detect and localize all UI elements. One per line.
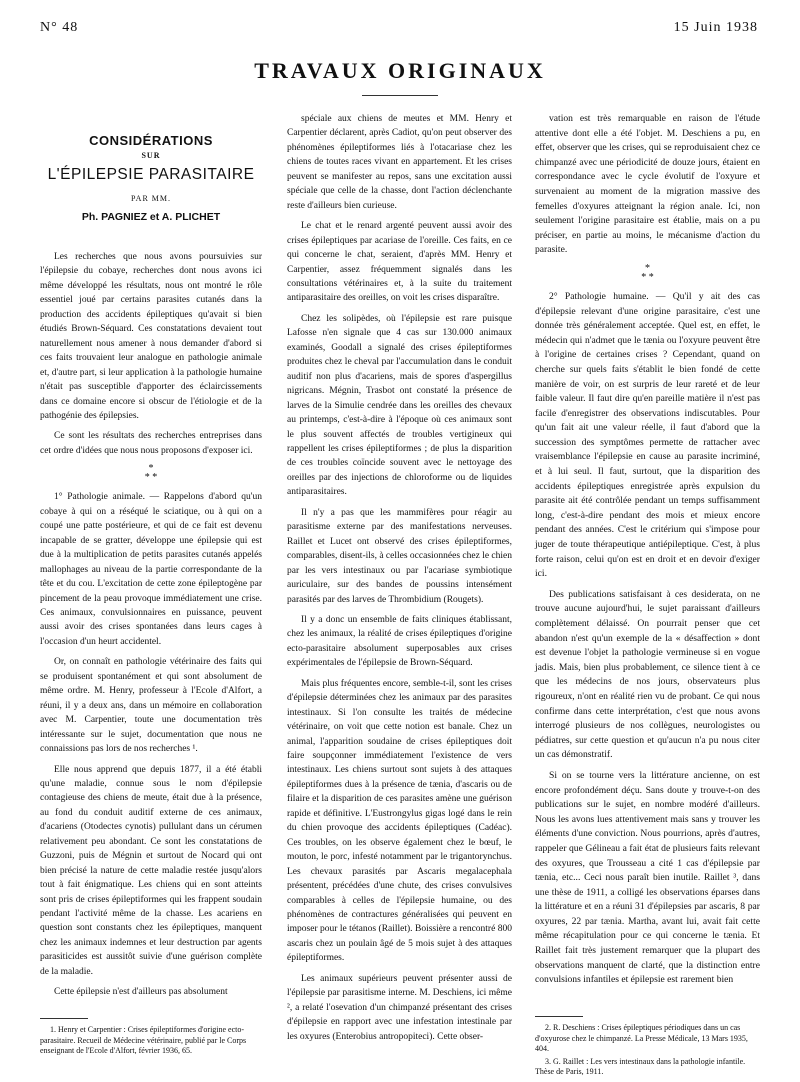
issue-date: 15 Juin 1938 [673, 20, 758, 35]
issue-number: N° 48 [40, 20, 79, 35]
paragraph: spéciale aux chiens de meutes et MM. Henry et Carpentier déclarent, après Cadiot, qu'on peut observer des phénomènes épileptiformes liés à l'otacariase chez les chiens de toutes races vivant en appartement. Et les crises peuvent se manifester au repos, sans une excitation aussi spéciale que celle de la chasse, dont l'action déclenchante reste d'ailleurs bien curieuse. [287, 114, 512, 211]
article-title-line2: L'ÉPILEPSIE PARASITAIRE [47, 166, 255, 183]
paragraph: Les animaux supérieurs peuvent présenter aussi de l'épilepsie par parasitisme interne. M. Deschiens, ici même ², a relaté l'osevation d'un chimpanzé présentant des crises d'épilepsie en rapport avec une infestation intestinale par les oxyures (Enterobius antropopiteci). Cette obser- [287, 973, 512, 1042]
footnotes-column-3 [535, 1008, 760, 1080]
column-1 [40, 250, 262, 1006]
article-par: PAR MM. [130, 194, 172, 203]
paragraph: Elle nous apprend que depuis 1877, il a été établi qu'une maladie, connue sous le nom d'épilepsie contagieuse des chiens de meute, était due à la présence, au fond du conduit auditif externe de ces animaux, d'acariens (Otodectes cynotis) pullulant dans un cérumen relativement peu abondant. Ce sont les constatations de Guzzoni, puis de Mégnin et surtout de Nocard qui ont bien précisé la nature de cette maladie restée jusqu'alors tout à fait énigmatique. Les chiens qui en sont atteints sont pris de crises épileptiformes qui les frappent soudain pendant l'activité même de la chasse. Les acariens en question sont constants chez les épileptiques, manquent chez les animaux indemnes et leur destruction par agents parasiticides est aussitôt suivie d'une guérison complète de la maladie. [40, 764, 262, 977]
paragraph: Or, on connaît en pathologie vétérinaire des faits qui se produisent spontanément et qui sont absolument de même ordre. M. Henry, professeur à l'Ecole d'Alfort, a réuni, il y a deux ans, dans un mémoire en collaboration avec M. Carpentier, toute une documentation très intéressante sur le sujet, documentation que nous ne connaissions pas lors de nos recherches ¹. [40, 657, 262, 755]
paragraph: Mais plus fréquentes encore, semble-t-il, sont les crises d'épilepsie déterminées chez les animaux par des parasites intestinaux. Si l'on consulte les traités de médecine vétérinaire, on voit que cette notion est banale. Chez un animal, l'apparition soudaine de crises épileptiques doit faire soupçonner immédiatement l'existence de vers intestinaux. Les chiens surtout sont sujets à des attaques épileptiformes dues à la présence de tænia, d'ascaris ou de filaire et la disparition de ces parasites amène une guérison rapide et définitive. L'Eustrongylus gigas logé dans le rein du chien provoque des accidents épileptiques (Cadéac). Ces troubles, on les observe également chez le bœuf, le mouton, le porc, infesté notamment par le trigantorynchus. Les chevaux parasités par Ascaris megalacephala présentent, précédées d'une chute, des crises convulsives comparables à celles de l'épilepsie humaine, ou des phénomènes de contractures généralisées qui peuvent en imposer pour le tétanos (Raillet). Boissière a rencontré 800 ascaris chez un poulain âgé de 5 mois sujet à des attaques épileptiformes. [287, 678, 512, 964]
footnote-rule [535, 1016, 583, 1017]
paragraph: Les recherches que nous avons poursuivies sur l'épilepsie du cobaye, recherches dont nous avons ici même développé les résultats, nous ont montré le rôle essentiel joué par certains parasites cutanés dans la production des accidents épileptiques qu'avait si bien étudiés Brown-Séquard. Ces constatations devaient tout naturellement nous amener à nous demander d'abord si ces faits trouvaient leur analogue en pathologie animale et, d'autre part, si leur application à la pathologie humaine n'était pas susceptible d'apporter des éclaircissements dans ce domaine encore si obscur de l'étiologie et de la pathogénie des épilepsies. [40, 252, 262, 421]
footnote: 3. G. Raillet : Les vers intestinaux dans la pathologie infantile. Thèse de Paris, 1911. [535, 1056, 746, 1076]
section-separator: * * * [144, 463, 158, 484]
footnote: 2. R. Deschiens : Crises épileptiques périodiques dans un cas d'oxyurose chez le chimpanzé. La Presse Médicale, 13 Mars 1935, 404. [535, 1023, 748, 1053]
paragraph: vation est très remarquable en raison de l'étude attentive dont elle a été l'objet. M. Deschiens a pu, en effet, observer que les crises, qui se reproduisaient chez ce chimpanzé avec une périodicité de douze jours, étaient en correspondance avec le cycle évolutif de l'oxyure et survenaient au moment de la migration massive des femelles d'oxyures atteignant la région anale. Ici, non seulement l'origine parasitaire est établie, mais on a pu préciser, en partie au moins, le mécanisme d'action du parasite. [535, 113, 760, 256]
paragraph: Il n'y a pas que les mammifères pour réagir au parasitisme externe par des manifestations nerveuses. Raillet et Lucet ont observé des crises épileptiformes, comparables, disent-ils, à celles occasionnées chez le chien par les vers intestinaux ou par l'acariase symbiotique auriculaire, sur des bandes de poussins intensément parasités par des larves de Thrombidium (Rougets). [287, 507, 512, 605]
article-title-sur: SUR [141, 151, 161, 160]
paragraph: Des publications satisfaisant à ces desiderata, on ne trouve aucune aujourd'hui, le sujet paraissant d'ailleurs complètement délaissé. On pourrait penser que cet abandon n'est qu'un exemple de la « désaffection » dont est devenue l'objet la pathologie vermineuse si en vogue jadis. Mais, bien plus probablement, ce silence tient à ce que les médecins de nos jours, observateurs plus rigoureux, n'ont en réalité rien vu de probant. Ce qui nous confirme dans cette interprétation, c'est que nous avons interrogé plusieurs de nos collègues, neurologistes ou pédiatres, sur cette question et qu'aucun n'a pu nous citer un cas démonstratif. [535, 588, 760, 761]
article-title-line1: CONSIDÉRATIONS [89, 133, 213, 148]
paragraph: Si on se tourne vers la littérature ancienne, on est encore profondément déçu. Sans doute y trouve-t-on des publications sur le sujet, en nombre modéré d'ailleurs. Nous les avons lues attentivement mais sans y trouver les éléments d'une conviction. Nous pourrions, après d'autres, rappeler que Gélineau a fait état de plusieurs faits relevant des oxyures, que Trousseau a cité 1 cas d'épilepsie par tænia, etc... Ceci nous paraît bien inutile. Raillet ³, dans une thèse de 1911, a colligé les observations éparses dans la littérature et en a réuni 31 d'épilepsies par ascaris, 8 par oxyures, 22 par tænia. Martha, avant lui, avait fait cette même récapitulation pour ce qui concerne le tænia. Et Raillet fait très justement remarquer que la plupart des observations manquent de clarté, que la distinction entre convulsions infantiles et épilepsie est rarement bien [535, 769, 760, 986]
paragraph: 2° Pathologie humaine. — Qu'il y ait des cas d'épilepsie relevant d'une origine parasitaire, c'est une donnée très généralement acceptée. Quel est, en effet, le médecin qui n'admet que le tænia ou l'oxyure peuvent être à l'origine de certaines crises ? Cependant, quand on cherche sur quels faits s'établit le bien fondé de cette manière de voir, on est surpris de leur rareté et de leur faible valeur. Il faut dire qu'en pareille matière il n'est pas facile d'enregistrer des observations indiscutables. Pour qu'un fait ait une valeur réelle, il faut d'abord que la succession des symptômes permette de rattacher avec vraisemblance l'épilepsie en cause au parasite incriminé, et à lui seul. Il faut, surtout, que la disparition des accidents épileptiques enregistrée après expulsion du parasite ait été contrôlée pendant un temps suffisamment long, c'est-à-dire pendant des mois et mieux encore pendant des années. C'est le critérium qui s'impose pour juger de toute thérapeutique antiépileptique. C'est, à plus forte raison, celui qu'on est en droit et en devoir d'exiger ici. [535, 290, 760, 580]
section-title: TRAVAUX ORIGINAUX [254, 58, 546, 83]
footnotes-column-1 [40, 1010, 262, 1059]
article-heading [40, 133, 262, 223]
paragraph: 1° Pathologie animale. — Rappelons d'abord qu'un cobaye à qui on a réséqué le sciatique, ou à qui on a coupé une patte postérieure, et qui de ce fait est devenu incapable de se gratter, développe une épilepsie qui est due à la multiplication de petits parasites cutanés appelés mallophages au niveau de la partie correspondante de la tête et du cou. L'excitation de cette zone épileptogène par pincement de la peau provoque immédiatement une crise. Ces animaux, convulsionnaires en puissance, peuvent aussi avoir des crises spontanées dans leurs cages à l'occasion d'un heurt accidentel. [40, 492, 262, 647]
footnote-rule [40, 1018, 88, 1019]
paragraph: Ce sont les résultats des recherches entreprises dans cet ordre d'idées que nous nous proposons d'exposer ici. [40, 431, 262, 456]
column-2 [287, 112, 512, 1050]
paragraph: Il y a donc un ensemble de faits cliniques établissant, chez les animaux, la réalité de crises épileptiques d'origine ecto-parasitaire absolument superposables aux crises expérimentales de l'épilepsie de Brown-Séquard. [287, 614, 512, 669]
paragraph: Cette épilepsie n'est d'ailleurs pas absolument [54, 987, 228, 998]
article-authors: Ph. PAGNIEZ et A. PLICHET [81, 211, 221, 223]
section-separator: * * * [641, 262, 654, 283]
title-divider [362, 95, 438, 96]
column-3 [535, 112, 760, 994]
paragraph: Chez les solipèdes, où l'épilepsie est rare puisque Lafosse n'en signale que 4 cas sur 130.000 animaux examinés, Goodall a signalé des crises épileptiformes produites chez le cheval par l'accumulation dans le conduit auditif non plus d'acariens, mais de spores d'aspergillus nigricans. Mégnin, Trasbot ont constaté la présence de larves de la Simulie cendrée dans les oreilles des chevaux au printemps, c'est-à-dire à l'époque où ces animaux sont le plus souvent affectés de troubles vertigineux qui rappellent les crises épileptiformes ; de plus la disparition de ces troubles coïncide souvent avec le nettoyage des oreilles par des injections de chloroforme ou de liquides antiparasitaires. [287, 313, 512, 498]
paragraph: Le chat et le renard argenté peuvent aussi avoir des crises épileptiques par acariase de l'oreille. Ces faits, en ce qui concerne le chat, seraient, d'après MM. Henry et Carpentier, assez fréquemment signalés dans les consultations vétérinaires et, à la suite du traitement antiparasitaire des oreilles, on voit les crises disparaître. [287, 221, 512, 304]
footnote: 1. Henry et Carpentier : Crises épileptiformes d'origine ecto-parasitaire. Recueil de Médecine vétérinaire, publié par le Corps enseignant de l'Ecole d'Alfort, février 1936, 65. [40, 1025, 247, 1055]
